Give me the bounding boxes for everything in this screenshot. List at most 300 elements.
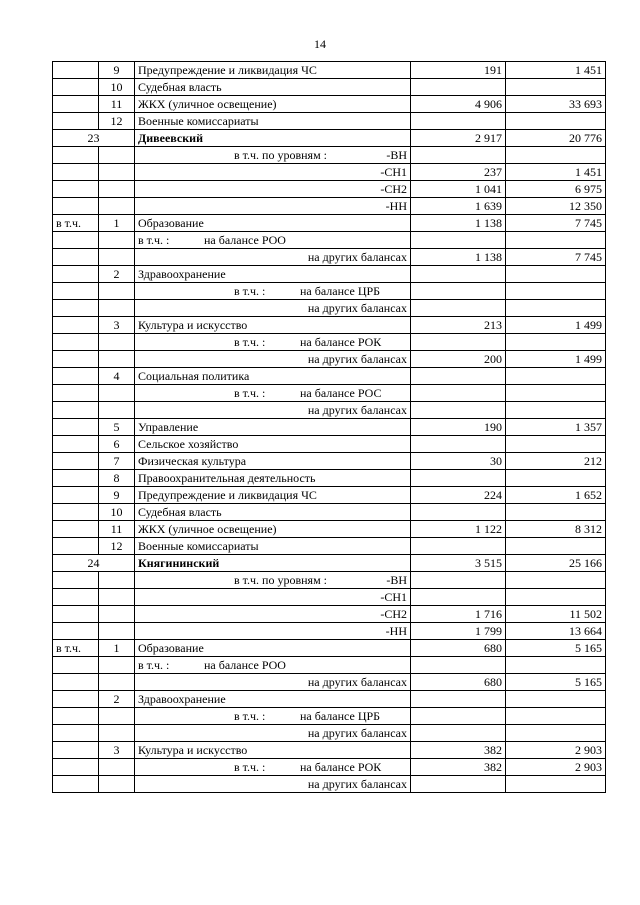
value-2-cell — [506, 181, 606, 198]
name-cell — [135, 62, 411, 79]
value-1-cell — [411, 334, 506, 351]
row-name: Княгининский — [138, 556, 220, 570]
budget-table-body — [53, 62, 606, 793]
level-line — [138, 606, 407, 622]
row-name: Судебная власть — [138, 505, 222, 519]
name-cell — [135, 657, 411, 674]
prefix-cell — [53, 283, 99, 300]
name-cell — [135, 164, 411, 181]
value-1-cell — [411, 283, 506, 300]
value-2-cell — [506, 198, 606, 215]
row-name: Образование — [138, 216, 204, 230]
number-cell — [99, 725, 135, 742]
value-2-cell — [506, 572, 606, 589]
value-2-cell — [506, 249, 606, 266]
number-cell — [99, 776, 135, 793]
row-number: 4 — [113, 369, 120, 383]
value-2: 7 745 — [575, 216, 602, 230]
prefix-cell — [53, 657, 99, 674]
prefix-cell — [53, 572, 99, 589]
value-1-cell — [411, 300, 506, 317]
level-name: -НН — [385, 624, 407, 638]
value-2-cell — [506, 130, 606, 147]
value-2: 13 664 — [569, 624, 602, 638]
number-cell — [99, 300, 135, 317]
sub-name: на других балансах — [307, 352, 407, 366]
district-number: 24 — [87, 556, 100, 570]
value-1-cell — [411, 538, 506, 555]
number-cell — [99, 521, 135, 538]
table-row — [53, 249, 606, 266]
table-row — [53, 198, 606, 215]
prefix-cell — [53, 776, 99, 793]
name-cell — [135, 419, 411, 436]
level-line — [138, 623, 407, 639]
number-cell — [99, 708, 135, 725]
row-number: 12 — [110, 114, 123, 128]
value-2-cell — [506, 79, 606, 96]
value-2-cell — [506, 62, 606, 79]
row-name: Управление — [138, 420, 199, 434]
table-row — [53, 657, 606, 674]
value-2: 7 745 — [575, 250, 602, 264]
value-1-cell — [411, 266, 506, 283]
prefix-cell — [53, 368, 99, 385]
name-cell — [135, 232, 411, 249]
table-row — [53, 725, 606, 742]
prefix-cell — [53, 419, 99, 436]
sub-name: на других балансах — [307, 403, 407, 417]
name-cell — [135, 113, 411, 130]
prefix-cell — [53, 215, 99, 232]
table-row — [53, 79, 606, 96]
page-number: 14 — [314, 37, 326, 51]
sub-label: в т.ч. : — [234, 760, 266, 774]
value-2: 20 776 — [569, 131, 602, 145]
name-cell — [135, 606, 411, 623]
prefix-cell — [53, 300, 99, 317]
value-1: 224 — [484, 488, 502, 502]
table-row — [53, 708, 606, 725]
row-number: 5 — [113, 420, 120, 434]
row-name: Судебная власть — [138, 80, 222, 94]
table-row — [53, 368, 606, 385]
row-number: 12 — [110, 539, 123, 553]
table-row — [53, 776, 606, 793]
value-2-cell — [506, 351, 606, 368]
number-cell — [99, 147, 135, 164]
value-2-cell — [506, 96, 606, 113]
prefix-cell — [53, 181, 99, 198]
value-1-cell — [411, 79, 506, 96]
level-line — [138, 181, 407, 197]
value-1-cell — [411, 487, 506, 504]
table-row — [53, 181, 606, 198]
value-1: 1 122 — [475, 522, 502, 536]
value-1-cell — [411, 164, 506, 181]
prefix-cell — [53, 674, 99, 691]
value-2-cell — [506, 538, 606, 555]
value-2-cell — [506, 402, 606, 419]
value-1-cell — [411, 708, 506, 725]
name-cell — [135, 351, 411, 368]
prefix-cell — [53, 606, 99, 623]
table-row — [53, 470, 606, 487]
name-cell — [135, 674, 411, 691]
level-name: -СН2 — [380, 182, 407, 196]
row-number: 9 — [113, 63, 120, 77]
table-row — [53, 385, 606, 402]
row-name: ЖКХ (уличное освещение) — [138, 522, 277, 536]
prefix-cell — [53, 708, 99, 725]
name-cell — [135, 708, 411, 725]
prefix-cell — [53, 266, 99, 283]
value-1-cell — [411, 470, 506, 487]
number-cell — [99, 606, 135, 623]
value-1-cell — [411, 657, 506, 674]
row-number: 7 — [113, 454, 120, 468]
value-1-cell — [411, 215, 506, 232]
value-1-cell — [411, 181, 506, 198]
value-2: 5 165 — [575, 675, 602, 689]
row-number: 1 — [113, 216, 120, 230]
sub-name: на других балансах — [307, 777, 407, 791]
prefix-label: в т.ч. — [56, 641, 82, 655]
prefix-cell — [53, 538, 99, 555]
name-cell — [135, 130, 411, 147]
table-row — [53, 759, 606, 776]
number-cell — [99, 181, 135, 198]
value-2-cell — [506, 759, 606, 776]
value-1-cell — [411, 419, 506, 436]
value-1: 382 — [484, 760, 502, 774]
value-1: 213 — [484, 318, 502, 332]
value-2: 2 903 — [575, 760, 602, 774]
value-2: 1 652 — [575, 488, 602, 502]
prefix-cell — [53, 640, 99, 657]
value-2: 8 312 — [575, 522, 602, 536]
row-name: Предупреждение и ликвидация ЧС — [138, 488, 317, 502]
value-1: 1 041 — [475, 182, 502, 196]
sub-name: на других балансах — [307, 726, 407, 740]
value-1: 1 138 — [475, 216, 502, 230]
name-cell — [135, 555, 411, 572]
prefix-cell — [53, 759, 99, 776]
row-name: Военные комиссариаты — [138, 114, 259, 128]
table-row — [53, 453, 606, 470]
table-row — [53, 521, 606, 538]
sub-label: в т.ч. : — [234, 386, 266, 400]
name-cell — [135, 759, 411, 776]
value-1-cell — [411, 249, 506, 266]
value-2-cell — [506, 419, 606, 436]
row-number: 10 — [110, 505, 123, 519]
table-row — [53, 317, 606, 334]
name-cell — [135, 623, 411, 640]
value-1: 237 — [484, 165, 502, 179]
number-cell — [99, 351, 135, 368]
name-cell — [135, 215, 411, 232]
value-2-cell — [506, 606, 606, 623]
value-1-cell — [411, 96, 506, 113]
number-cell — [99, 623, 135, 640]
table-row — [53, 283, 606, 300]
value-1-cell — [411, 317, 506, 334]
level-name: -СН2 — [380, 607, 407, 621]
value-2: 212 — [584, 454, 602, 468]
number-cell — [99, 113, 135, 130]
value-2-cell — [506, 640, 606, 657]
row-number: 6 — [113, 437, 120, 451]
name-cell — [135, 742, 411, 759]
number-cell — [99, 266, 135, 283]
name-cell — [135, 402, 411, 419]
name-cell — [135, 589, 411, 606]
number-cell — [99, 79, 135, 96]
level-name: -ВН — [386, 573, 407, 587]
table-row — [53, 402, 606, 419]
table-row — [53, 436, 606, 453]
number-cell — [99, 215, 135, 232]
number-cell — [99, 470, 135, 487]
name-cell — [135, 283, 411, 300]
table-row — [53, 623, 606, 640]
value-2-cell — [506, 708, 606, 725]
number-cell — [99, 504, 135, 521]
prefix-cell — [53, 742, 99, 759]
value-1-cell — [411, 674, 506, 691]
name-cell — [135, 79, 411, 96]
value-2-cell — [506, 674, 606, 691]
value-1: 1 716 — [475, 607, 502, 621]
name-cell — [135, 691, 411, 708]
value-1-cell — [411, 368, 506, 385]
value-2-cell — [506, 164, 606, 181]
table-row — [53, 351, 606, 368]
prefix-cell — [53, 317, 99, 334]
table-row — [53, 538, 606, 555]
level-line — [138, 198, 407, 214]
row-name: Правоохранительная деятельность — [138, 471, 316, 485]
value-1-cell — [411, 776, 506, 793]
table-row — [53, 334, 606, 351]
value-1-cell — [411, 521, 506, 538]
row-name: Социальная политика — [138, 369, 250, 383]
number-cell — [99, 487, 135, 504]
table-row — [53, 300, 606, 317]
value-2-cell — [506, 385, 606, 402]
value-2-cell — [506, 657, 606, 674]
table-row — [53, 96, 606, 113]
prefix-cell — [53, 521, 99, 538]
value-2-cell — [506, 300, 606, 317]
number-cell — [99, 572, 135, 589]
value-2: 1 451 — [575, 165, 602, 179]
name-cell — [135, 96, 411, 113]
district-row — [53, 555, 606, 572]
name-cell — [135, 538, 411, 555]
value-2-cell — [506, 453, 606, 470]
row-number: 11 — [110, 522, 123, 536]
value-1: 200 — [484, 352, 502, 366]
table-row — [53, 640, 606, 657]
sub-line — [138, 334, 407, 350]
value-2: 6 975 — [575, 182, 602, 196]
row-number: 2 — [113, 267, 120, 281]
name-cell — [135, 385, 411, 402]
row-number: 3 — [113, 743, 120, 757]
number-cell — [99, 62, 135, 79]
value-1-cell — [411, 436, 506, 453]
sub-line — [138, 708, 407, 724]
name-cell — [135, 436, 411, 453]
sub-name: на балансе РОС — [300, 386, 382, 400]
number-cell — [99, 385, 135, 402]
prefix-cell — [53, 385, 99, 402]
sub-name: на балансе РОО — [204, 658, 286, 672]
value-2-cell — [506, 623, 606, 640]
sub-name: на балансе ЦРБ — [300, 709, 381, 723]
row-name: Физическая культура — [138, 454, 247, 468]
row-name: Культура и искусство — [138, 318, 248, 332]
name-cell — [135, 147, 411, 164]
name-cell — [135, 249, 411, 266]
value-2-cell — [506, 334, 606, 351]
value-2-cell — [506, 521, 606, 538]
district-number-cell — [53, 130, 135, 147]
value-2-cell — [506, 504, 606, 521]
value-1: 3 515 — [475, 556, 502, 570]
table-row — [53, 691, 606, 708]
name-cell — [135, 453, 411, 470]
number-cell — [99, 674, 135, 691]
prefix-cell — [53, 62, 99, 79]
level-label: в т.ч. по уровням : — [234, 148, 327, 162]
value-1-cell — [411, 606, 506, 623]
row-number: 8 — [113, 471, 120, 485]
level-name: -СН1 — [380, 165, 407, 179]
table-row — [53, 164, 606, 181]
name-cell — [135, 470, 411, 487]
number-cell — [99, 317, 135, 334]
value-1-cell — [411, 555, 506, 572]
value-2: 25 166 — [569, 556, 602, 570]
name-cell — [135, 572, 411, 589]
level-name: -НН — [385, 199, 407, 213]
name-cell — [135, 368, 411, 385]
value-2: 12 350 — [569, 199, 602, 213]
table-row — [53, 113, 606, 130]
name-cell — [135, 776, 411, 793]
number-cell — [99, 538, 135, 555]
value-1: 680 — [484, 675, 502, 689]
value-1-cell — [411, 147, 506, 164]
number-cell — [99, 198, 135, 215]
value-1-cell — [411, 402, 506, 419]
table-row — [53, 487, 606, 504]
value-1: 1 138 — [475, 250, 502, 264]
budget-table — [52, 61, 606, 793]
row-name: ЖКХ (уличное освещение) — [138, 97, 277, 111]
value-2: 1 499 — [575, 352, 602, 366]
sub-name: на балансе РОК — [300, 335, 382, 349]
value-1: 30 — [490, 454, 502, 468]
name-cell — [135, 334, 411, 351]
value-2-cell — [506, 487, 606, 504]
table-row — [53, 674, 606, 691]
district-number-cell — [53, 555, 135, 572]
value-2-cell — [506, 589, 606, 606]
sub-label: в т.ч. : — [234, 284, 266, 298]
prefix-cell — [53, 232, 99, 249]
row-name: Военные комиссариаты — [138, 539, 259, 553]
name-cell — [135, 487, 411, 504]
number-cell — [99, 96, 135, 113]
number-cell — [99, 657, 135, 674]
table-row — [53, 419, 606, 436]
number-cell — [99, 249, 135, 266]
value-2-cell — [506, 742, 606, 759]
prefix-cell — [53, 504, 99, 521]
prefix-cell — [53, 487, 99, 504]
prefix-cell — [53, 453, 99, 470]
number-cell — [99, 453, 135, 470]
prefix-label: в т.ч. — [56, 216, 82, 230]
table-row — [53, 606, 606, 623]
name-cell — [135, 181, 411, 198]
number-cell — [99, 691, 135, 708]
value-1-cell — [411, 640, 506, 657]
row-number: 3 — [113, 318, 120, 332]
value-2: 1 451 — [575, 63, 602, 77]
number-cell — [99, 419, 135, 436]
value-2: 1 499 — [575, 318, 602, 332]
sub-name: на других балансах — [307, 675, 407, 689]
row-name: Дивеевский — [138, 131, 203, 145]
level-line — [138, 572, 407, 588]
table-row — [53, 62, 606, 79]
value-2: 5 165 — [575, 641, 602, 655]
prefix-cell — [53, 436, 99, 453]
prefix-cell — [53, 79, 99, 96]
value-2-cell — [506, 113, 606, 130]
value-1: 382 — [484, 743, 502, 757]
sub-line — [138, 657, 407, 673]
value-1-cell — [411, 504, 506, 521]
value-1: 2 917 — [475, 131, 502, 145]
prefix-cell — [53, 402, 99, 419]
name-cell — [135, 521, 411, 538]
value-1-cell — [411, 691, 506, 708]
level-line — [138, 164, 407, 180]
name-cell — [135, 504, 411, 521]
number-cell — [99, 334, 135, 351]
level-label: в т.ч. по уровням : — [234, 573, 327, 587]
value-2-cell — [506, 368, 606, 385]
sub-label: в т.ч. : — [234, 335, 266, 349]
name-cell — [135, 266, 411, 283]
sub-line — [138, 759, 407, 775]
value-2-cell — [506, 283, 606, 300]
table-row — [53, 572, 606, 589]
value-2-cell — [506, 147, 606, 164]
table-row — [53, 215, 606, 232]
value-1-cell — [411, 572, 506, 589]
table-row — [53, 504, 606, 521]
row-name: Культура и искусство — [138, 743, 248, 757]
prefix-cell — [53, 470, 99, 487]
value-2-cell — [506, 555, 606, 572]
